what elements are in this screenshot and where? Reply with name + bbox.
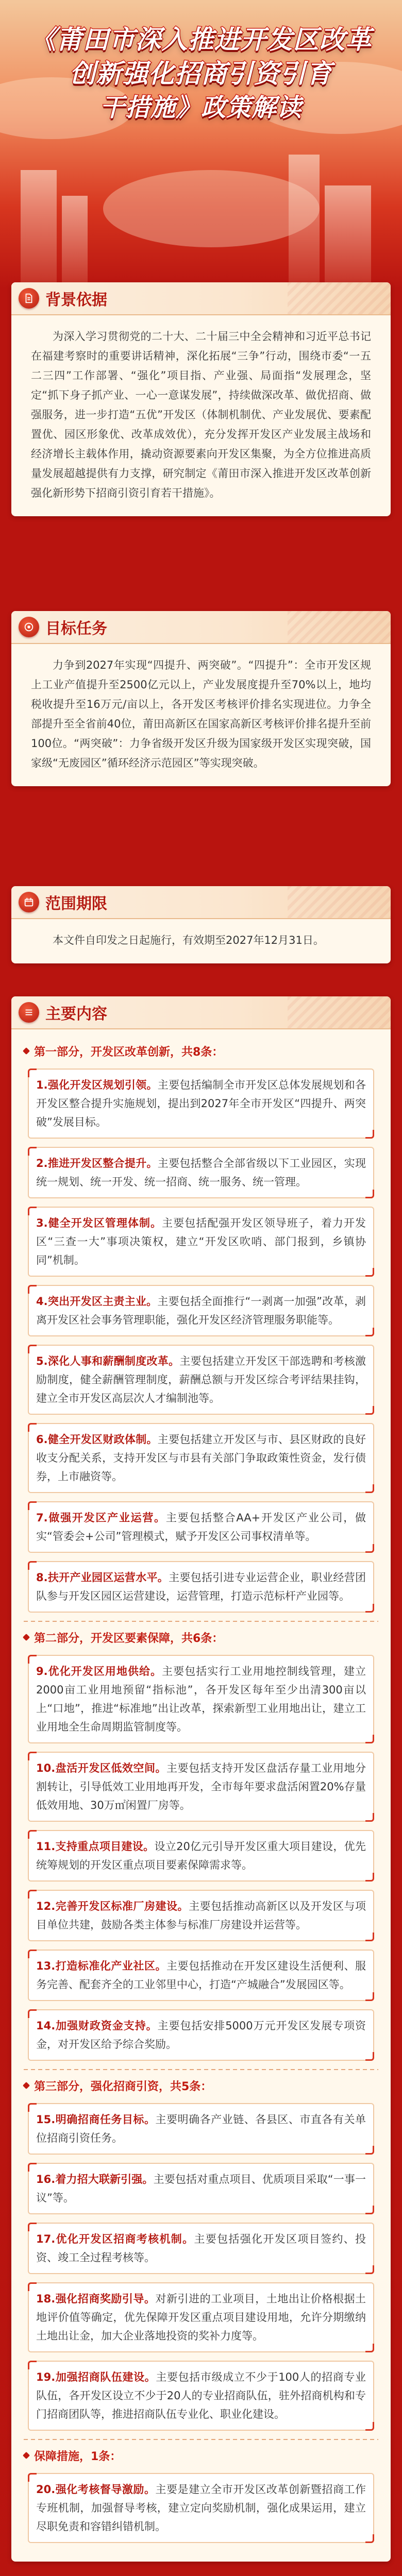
item-text: 主要包括建立开发区与市、县区财政的良好收支分配关系，支持开发区与市县有关部门争取政策性资金，发行债券，上市融资等。: [36, 1433, 366, 1483]
section-period: [11, 886, 391, 963]
item-label: 6.健全开发区财政体制。: [36, 1433, 158, 1446]
part-title-text: 第三部分，强化招商引资，共5条：: [34, 2080, 212, 2093]
policy-item: [28, 2361, 374, 2431]
item-label: 15.明确招商任务目标。: [36, 2113, 156, 2126]
item-label: 19.加强招商队伍建设。: [36, 2371, 156, 2383]
item-text: 对新引进的工业项目，土地出让价格根据土地评价值等确定，优先保障开发区重点项目建设用地，允许分期缴纳土地出让金，加大企业落地投资的奖补力度等。: [36, 2293, 366, 2342]
item-text: 主要包括整合全部省级以下工业园区，实现统一规划、统一开发、统一招商、统一服务、统一管理。: [36, 1157, 366, 1188]
item-text: 主要包括推动在开发区建设生活便利、服务完善、配套齐全的工业邻里中心，打造“产城融合”发展园区等。: [36, 1960, 366, 1991]
building-silhouette: [325, 185, 371, 289]
section-header: [11, 886, 391, 919]
item-label: 1.强化开发区规划引领。: [36, 1079, 158, 1091]
policy-item: [28, 1069, 374, 1139]
building-silhouette: [62, 196, 88, 289]
policy-item: [28, 1147, 374, 1198]
target-icon: [19, 617, 39, 637]
item-text: 主要包括安排5000万元开发区发展专项资金，对开发区给予综合奖励。: [36, 2020, 366, 2050]
item-text: 主要明确各产业链、各县区、市直各有关单位招商引资任务。: [36, 2113, 366, 2144]
section-goals: [11, 611, 391, 786]
diamond-bullet-icon: [23, 2082, 30, 2089]
diamond-bullet-icon: [23, 1047, 30, 1055]
item-text: 主要包括引进专业运营企业，职业经营团队参与开发区园区运营建设，运营管理，打造示范标杆产业园等。: [36, 1571, 366, 1602]
item-text: 主要是建立全市开发区改革创新暨招商工作专班机制，加强督导考核，建立定向奖励机制，强化成果运用，建立尽职免责和容错纠错机制。: [36, 2483, 366, 2533]
item-label: 5.深化人事和薪酬制度改革。: [36, 1355, 180, 1367]
item-label: 4.突出开发区主责主业。: [36, 1295, 158, 1308]
item-text: 主要包括全面推行“一剥离一加强”改革，剥离开发区社会事务管理职能，强化开发区经济管理服务职能等。: [36, 1295, 366, 1326]
policy-item: [28, 2473, 374, 2543]
policy-item: [28, 1950, 374, 2001]
policy-item: [28, 1285, 374, 1336]
policy-item: [28, 1752, 374, 1822]
item-label: 10.盘活开发区低效空间。: [36, 1762, 167, 1774]
part-title: [24, 2078, 378, 2096]
section-background: [11, 282, 391, 516]
title-line-1: 《莆田市深入推进开发区改革: [30, 25, 372, 55]
policy-item: [28, 1501, 374, 1553]
item-label: 2.推进开发区整合提升。: [36, 1157, 158, 1170]
item-text: 主要包括整合AA+开发区产业公司，做实“管委会+公司”管理模式，赋予开发区公司事权清单等。: [36, 1512, 366, 1543]
item-label: 18.强化招商奖励引导。: [36, 2293, 156, 2305]
policy-item: [28, 2282, 374, 2352]
policy-item: [28, 2009, 374, 2061]
item-label: 13.打造标准化产业社区。: [36, 1960, 167, 1972]
diamond-bullet-icon: [23, 1634, 30, 1641]
goals-text: 力争到2027年实现“四提升、两突破”。“四提升”：全市开发区规上工业产值提升至2500亿元以上，产业发展度提升至70%以上，地均税收提升至16万元/亩以上，各开发区考核评价排名实现进位。力争全部提升至全省前40位，莆田高新区在国家高新区考核评价排名提升至前100位。“两突破”：力争省级开发区升级为国家级开发区实现突破，国家级“无废园区”循环经济示范园区”等实现突破。: [31, 659, 371, 769]
diamond-bullet-icon: [23, 2452, 30, 2459]
page-title: [9, 23, 393, 125]
divider: [24, 2069, 378, 2070]
part-title-text: 第一部分，开发区改革创新，共8条：: [34, 1046, 224, 1059]
item-label: 14.加强财政资金支持。: [36, 2020, 158, 2032]
section-title: 范围期限: [45, 895, 107, 913]
part-title-text: 保障措施，1条：: [34, 2450, 122, 2463]
section-title: 背景依据: [45, 291, 107, 309]
title-line-3: 干措施》政策解读: [99, 93, 302, 122]
item-label: 16.着力招大联新引强。: [36, 2173, 154, 2185]
item-text: 主要包括强化开发区项目签约、投资、竣工全过程考核等。: [36, 2233, 366, 2264]
part-title-text: 第二部分，开发区要素保障，共6条：: [34, 1632, 224, 1645]
item-label: 12.完善开发区标准厂房建设。: [36, 1900, 189, 1912]
divider: [24, 1621, 378, 1622]
document-icon: [19, 288, 39, 309]
item-label: 11.支持重点项目建设。: [36, 1840, 155, 1853]
policy-item: [28, 1207, 374, 1277]
item-label: 8.扶开产业园区运营水平。: [36, 1571, 169, 1584]
section-header: [11, 996, 391, 1029]
calendar-icon: [19, 892, 39, 912]
policy-item: [28, 2223, 374, 2274]
policy-item: [28, 2163, 374, 2214]
section-header: [11, 611, 391, 644]
policy-item: [28, 1345, 374, 1415]
building-silhouette: [289, 155, 320, 289]
period-text: 本文件自印发之日起施行，有效期至2027年12月31日。: [53, 934, 324, 946]
section-title: 主要内容: [45, 1005, 107, 1023]
item-text: 主要包括推动高新区以及开发区与项目单位共建，鼓励各类主体参与标准厂房建设并运营等。: [36, 1900, 366, 1931]
policy-item: [28, 2103, 374, 2155]
part-title: [24, 2448, 378, 2466]
item-text: 主要包括建立开发区干部选聘和考核激励制度，健全薪酬管理制度，薪酬总额与开发区综合考评结果挂钩，建立全市开发区高层次人才编制池等。: [36, 1355, 366, 1404]
item-label: 17.优化开发区招商考核机制。: [36, 2233, 194, 2245]
policy-item: [28, 1830, 374, 1882]
section-header: [11, 282, 391, 315]
item-text: 设立20亿元引导开发区重大项目建设，优先统筹规划的开发区重点项目要素保障需求等。: [36, 1840, 366, 1871]
item-text: 主要包括配强开发区领导班子，着力开发区“三查一大”事项决策权，建立“开发区吹哨、部门报到，乡镇协同”机制。: [36, 1217, 366, 1266]
part-title: [24, 1044, 378, 1061]
item-label: 9.优化开发区用地供给。: [36, 1665, 162, 1677]
item-text: 主要包括市级成立不少于100人的招商专业队伍，各开发区设立不少于20人的专业招商队伍，驻外招商机构和专门招商团队等，推进招商队伍专业化、职业化建设。: [36, 2371, 366, 2420]
item-text: 主要包括实行工业用地控制线管理，建立2000亩工业用地预留“指标池”，各开发区每年至少出清300亩以上“口地”，推进“标准地”出让改革，探索新型工业用地出让，建立工业用地全生命周期监管制度等。: [36, 1665, 366, 1733]
policy-item: [28, 1561, 374, 1613]
cloud-decoration: [103, 170, 320, 247]
item-text: 主要包括对重点项目、优质项目采取“一事一议”等。: [36, 2173, 366, 2204]
background-text: 为深入学习贯彻党的二十大、二十届三中全会精神和习近平总书记在福建考察时的重要讲话精神，深化拓展“三争”行动，围绕市委“一五二三四”工作部署、“强化”项目指、产业强、局面指“发展理念，坚定“抓下身子抓产业、一心一意谋发展”，持续做深改革、做优招商、做强服务，进一步打造“五优”开发区（体制机制优、产业发展优、要素配置优、园区形象优、改革成效优），充分发挥开发区产业发展主战场和经济增长主载体作用，撬动资源要素向开发区集聚，为全方位推进高质量发展超越提供有力支撑，研究制定《莆田市深入推进开发区改革创新 强化新形势下招商引资引育若干措施》。: [31, 330, 371, 499]
item-label: 7.做强开发区产业运营。: [36, 1512, 166, 1524]
divider: [24, 2439, 378, 2440]
policy-item: [28, 1655, 374, 1743]
item-text: 主要包括编制全市开发区总体发展规划和各开发区整合提升实施规划，提出到2027年全市开发区“四提升、两突破”发展目标。: [36, 1079, 366, 1128]
section-main-content: [11, 996, 391, 2562]
policy-item: [28, 1890, 374, 1941]
part-title: [24, 1630, 378, 1648]
item-label: 3.健全开发区管理体制。: [36, 1217, 162, 1229]
section-title: 目标任务: [45, 620, 107, 638]
item-text: 主要包括支持开发区盘活存量工业用地分割转让，引导低效工业用地再开发，全市每年要求盘活闲置20%存量低效用地、30万㎡闲置厂房等。: [36, 1762, 366, 1811]
title-line-2: 创新强化招商引资引育: [70, 59, 332, 89]
policy-item: [28, 1423, 374, 1493]
building-silhouette: [21, 170, 57, 289]
item-label: 20.强化考核督导激励。: [36, 2483, 156, 2496]
header-banner: [0, 0, 402, 289]
list-icon: [19, 1002, 39, 1023]
